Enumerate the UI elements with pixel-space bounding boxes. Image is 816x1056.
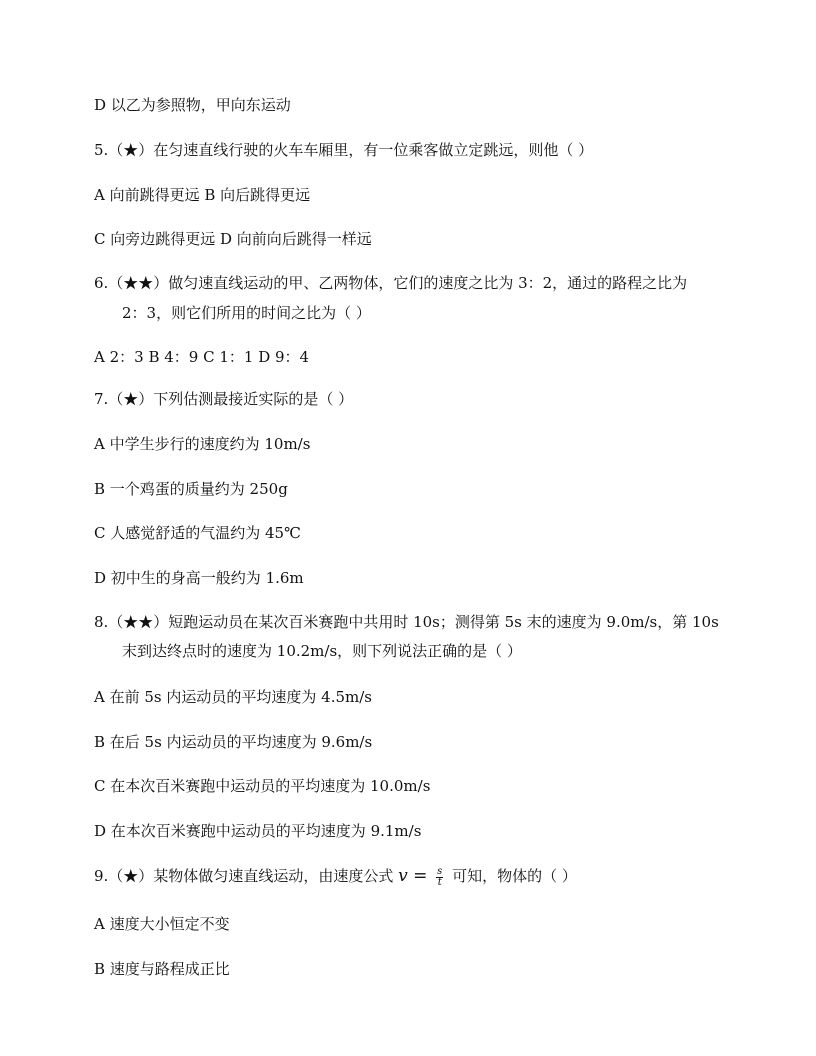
q6-stem: 6.（★★）做匀速直线运动的甲、乙两物体，它们的速度之比为 3：2，通过的路程之比为 xyxy=(94,274,688,292)
q8-option-d: D 在本次百米赛跑中运动员的平均速度为 9.1m/s xyxy=(94,822,422,840)
q8-option-a: A 在前 5s 内运动员的平均速度为 4.5m/s xyxy=(94,688,372,706)
q8-option-b: B 在后 5s 内运动员的平均速度为 9.6m/s xyxy=(94,733,373,751)
velocity-formula-lhs: v = xyxy=(398,866,428,886)
q8-stem-cont: 末到达终点时的速度为 10.2m/s，则下列说法正确的是（ ） xyxy=(122,642,522,660)
q7-stem: 7.（★）下列估测最接近实际的是（ ） xyxy=(94,390,354,408)
q4-option-d: D 以乙为参照物，甲向东运动 xyxy=(94,96,291,114)
q8-stem: 8.（★★）短跑运动员在某次百米赛跑中共用时 10s；测得第 5s 末的速度为 9.0m/s，第 10s xyxy=(94,613,719,631)
q7-option-d: D 初中生的身高一般约为 1.6m xyxy=(94,569,304,587)
q7-option-a: A 中学生步行的速度约为 10m/s xyxy=(94,435,311,453)
q7-option-b: B 一个鸡蛋的质量约为 250g xyxy=(94,480,288,498)
q5-stem: 5.（★）在匀速直线行驶的火车车厢里，有一位乘客做立定跳远，则他（ ） xyxy=(94,141,594,159)
q8-option-c: C 在本次百米赛跑中运动员的平均速度为 10.0m/s xyxy=(94,777,431,795)
q6-stem-cont: 2：3，则它们所用的时间之比为（ ） xyxy=(122,304,371,322)
q5-options-ab: A 向前跳得更远 B 向后跳得更远 xyxy=(94,186,311,204)
formula-numerator: s xyxy=(437,865,443,877)
q9-option-b: B 速度与路程成正比 xyxy=(94,960,230,978)
q5-options-cd: C 向旁边跳得更远 D 向前向后跳得一样远 xyxy=(94,230,372,248)
formula-denominator: t xyxy=(437,876,442,888)
q9-stem-prefix: 9.（★）某物体做匀速直线运动，由速度公式 xyxy=(94,867,399,885)
q9-option-a: A 速度大小恒定不变 xyxy=(94,915,230,933)
q6-options: A 2：3 B 4：9 C 1：1 D 9：4 xyxy=(94,348,310,366)
q7-option-c: C 人感觉舒适的气温约为 45℃ xyxy=(94,524,301,542)
q9-stem-suffix: 可知，物体的（ ） xyxy=(452,867,577,885)
q9-stem xyxy=(94,866,577,888)
velocity-formula-fraction xyxy=(436,867,443,888)
